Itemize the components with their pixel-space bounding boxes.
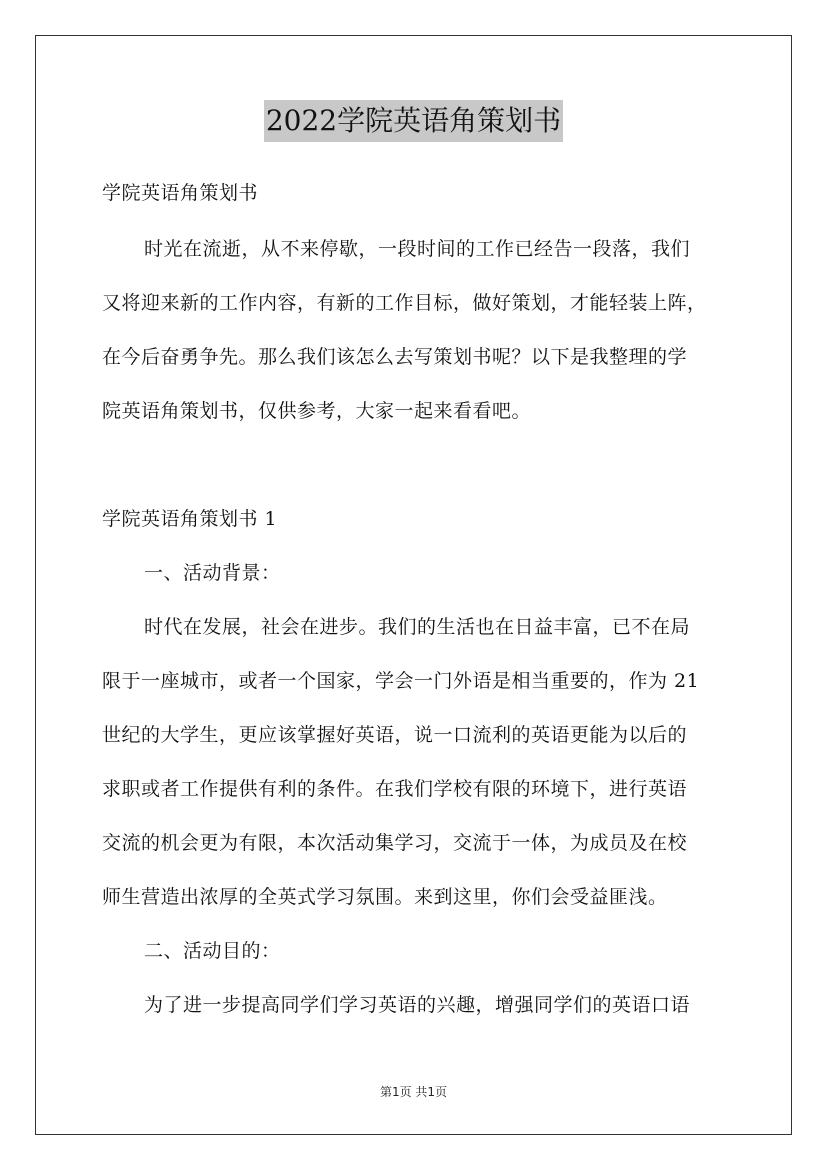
background-line: 限于一座城市，或者一个国家，学会一门外语是相当重要的，作为 21 [102,670,700,692]
intro-line: 在今后奋勇争先。那么我们该怎么去写策划书呢？以下是我整理的学 [102,346,688,368]
heading-background: 一、活动背景： [144,562,281,584]
purpose-line: 为了进一步提高同学们学习英语的兴趣，增强同学们的英语口语 [144,994,691,1016]
heading-purpose: 二、活动目的： [144,940,281,962]
intro-line: 又将迎来新的工作内容，有新的工作目标，做好策划，才能轻装上阵， [102,292,707,314]
page-number: 第1页 共1页 [379,1085,448,1099]
title-container [0,100,827,142]
section-title: 学院英语角策划书 1 [102,508,278,530]
intro-line: 院英语角策划书，仅供参考，大家一起来看看吧。 [102,400,532,422]
intro-line: 时光在流逝，从不来停歇，一段时间的工作已经告一段落，我们 [144,238,691,260]
background-line: 师生营造出浓厚的全英式学习氛围。来到这里，你们会受益匪浅。 [102,886,668,908]
background-line: 求职或者工作提供有利的条件。在我们学校有限的环境下，进行英语 [102,778,688,800]
document-title: 2022学院英语角策划书 [264,100,563,142]
subtitle: 学院英语角策划书 [102,182,259,204]
background-line: 交流的机会更为有限，本次活动集学习，交流于一体，为成员及在校 [102,832,688,854]
background-line: 世纪的大学生，更应该掌握好英语，说一口流利的英语更能为以后的 [102,724,688,746]
background-line: 时代在发展，社会在进步。我们的生活也在日益丰富，已不在局 [144,616,691,638]
